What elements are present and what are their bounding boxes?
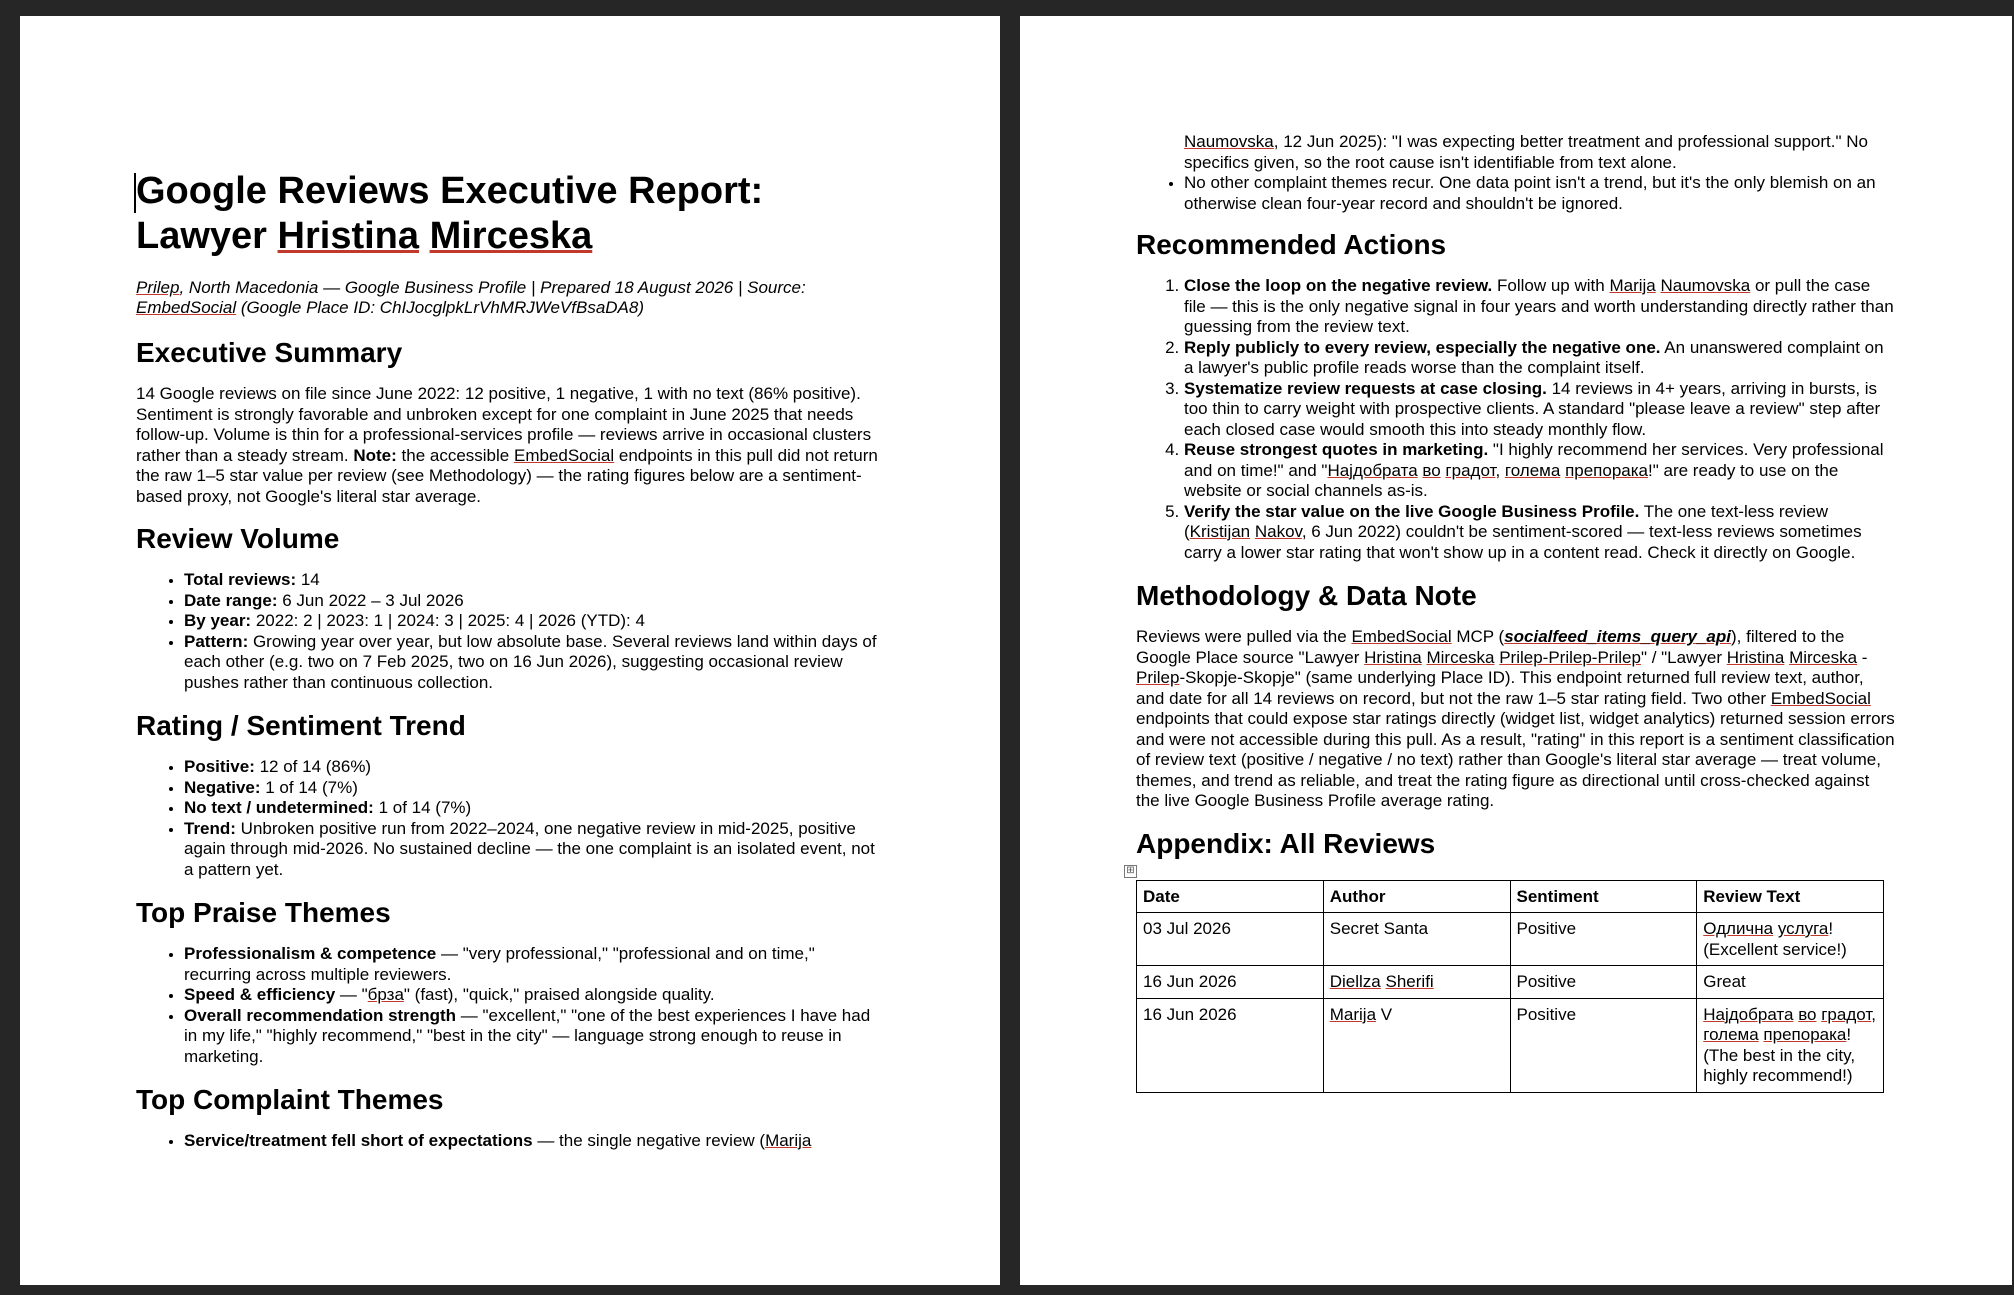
cell-date: 03 Jul 2026 bbox=[1137, 913, 1324, 966]
column-header-author: Author bbox=[1323, 880, 1510, 913]
quote-word: Најдобрата bbox=[1327, 460, 1418, 480]
exec-text-2: the accessible bbox=[396, 445, 514, 465]
cell-date: 16 Jun 2026 bbox=[1137, 998, 1324, 1092]
document-page-1 bbox=[20, 16, 1000, 1285]
list-item bbox=[184, 632, 884, 694]
heading-review-volume: Review Volume bbox=[136, 523, 340, 554]
review-word: голема bbox=[1703, 1025, 1759, 1044]
method-text: " / "Lawyer bbox=[1640, 647, 1727, 667]
report-title bbox=[136, 169, 884, 259]
action-text: 14 reviews in 4+ years, arriving in bursts, is too thin to carry weight with prospective clients. A standard "please leave a review" step after each closed case would smooth this into steady monthly flow. bbox=[1184, 378, 1881, 439]
action-text-post: or pull the case file — this is the only negative signal in four years and worth understanding directly rather than guessing from the review text. bbox=[1184, 276, 1894, 336]
item-label: Service/treatment fell short of expectations bbox=[184, 1131, 533, 1150]
cell-sentiment: Positive bbox=[1510, 966, 1697, 999]
item-label: Positive: bbox=[184, 757, 255, 776]
cell-author bbox=[1323, 998, 1510, 1092]
review-volume-list bbox=[136, 570, 884, 693]
review-word: препорака bbox=[1763, 1025, 1847, 1044]
action-label: Close the loop on the negative review. bbox=[1184, 276, 1493, 295]
heading-recommended-actions: Recommended Actions bbox=[1136, 229, 1447, 260]
reviewer-name: Naumovska bbox=[1184, 132, 1274, 151]
exec-text-3: endpoints in this pull did not return the raw 1–5 star value per review (see Methodology) — the rating figures below are a sentiment-based proxy, not Google's literal star average. bbox=[136, 445, 878, 506]
list-item bbox=[184, 819, 884, 881]
action-text: An unanswered complaint on a lawyer's public profile reads worse than the complaint itself. bbox=[1184, 337, 1884, 377]
item-text-post: " (fast), "quick," praised alongside quality. bbox=[403, 985, 715, 1004]
title-first-name: Hristina bbox=[277, 215, 420, 257]
action-item bbox=[1184, 276, 1896, 338]
item-text: , 12 Jun 2025): "I was expecting better treatment and professional support." No specifics given, so the root cause isn't identifiable from text alone. bbox=[1184, 132, 1868, 172]
title-line-2-prefix: Lawyer bbox=[136, 215, 278, 257]
meta-place: (Google Place ID: ChIJocglpkLrVhMRJWeVfBsaDA8) bbox=[236, 298, 645, 317]
table-row bbox=[1137, 966, 1884, 999]
meta-city: Prilep bbox=[136, 278, 180, 297]
item-text: — "very professional," "professional and on time," recurring across multiple reviewers. bbox=[184, 944, 815, 984]
cell-review-text bbox=[1697, 913, 1884, 966]
quote-word: голема bbox=[1504, 460, 1561, 480]
reviewer-first-name: Marija bbox=[1609, 276, 1656, 295]
method-name: Prilep bbox=[1136, 668, 1180, 687]
review-text-rest: ! (The best in the city, highly recommend!) bbox=[1703, 1025, 1856, 1085]
reviewer-name: Marija bbox=[765, 1131, 812, 1150]
action-text: "I highly recommend her services. Very professional and on time!" and " bbox=[1184, 440, 1884, 480]
exec-text-1: 14 Google reviews on file since June 2022: 12 positive, 1 negative, 1 with no text (86% positive). Sentiment is strongly favorable and unbroken except for one complaint in June 2025 that needs follow-up. Volume is thin for a professional-services profile — reviews arrive in occasional clusters rather than a steady stream. bbox=[136, 384, 872, 465]
action-label: Reply publicly to every review, especially the negative one. bbox=[1184, 337, 1661, 357]
meta-rest: , North Macedonia — Google Business Profile | Prepared 18 August 2026 | Source: bbox=[179, 278, 806, 297]
heading-complaint-themes: Top Complaint Themes bbox=[136, 1084, 444, 1115]
list-item bbox=[184, 757, 884, 778]
action-text: Follow up with bbox=[1492, 276, 1610, 295]
action-item bbox=[1184, 338, 1896, 379]
table-row bbox=[1137, 998, 1884, 1092]
action-label: Verify the star value on the live Google Business Profile. bbox=[1184, 501, 1640, 521]
cell-sentiment: Positive bbox=[1510, 913, 1697, 966]
rating-trend-list bbox=[136, 757, 884, 880]
quote-word: градот bbox=[1445, 460, 1496, 480]
item-text: — the single negative review ( bbox=[532, 1131, 766, 1150]
author-last-name: Sherifi bbox=[1385, 972, 1434, 991]
method-text: Reviews were pulled via the bbox=[1136, 627, 1352, 646]
table-move-handle-icon[interactable]: ⊞ bbox=[1124, 865, 1137, 878]
cell-date: 16 Jun 2026 bbox=[1137, 966, 1324, 999]
column-header-date: Date bbox=[1137, 880, 1324, 913]
cell-author bbox=[1323, 966, 1510, 999]
item-label: Total reviews: bbox=[184, 570, 297, 589]
column-header-review-text: Review Text bbox=[1697, 880, 1884, 913]
list-item bbox=[184, 570, 884, 591]
text-cursor bbox=[134, 173, 136, 213]
method-text: ), filtered to the Google Place source "Lawyer bbox=[1136, 627, 1845, 667]
list-item bbox=[184, 985, 884, 1006]
heading-praise-themes: Top Praise Themes bbox=[136, 897, 391, 928]
list-item bbox=[184, 944, 884, 985]
item-label: By year: bbox=[184, 611, 252, 630]
list-item-continued bbox=[1184, 132, 1896, 173]
action-item: 4. Reuse strongest quotes in marketing. "I highly recommend her services. Very professional and on time!" and "Најдобрата во градот, голема препорака!" are ready to use on the website or social channels as-is. bbox=[1184, 440, 1896, 502]
author-first-name: Diellza bbox=[1329, 972, 1381, 991]
review-text-rest: ! (Excellent service!) bbox=[1703, 919, 1847, 959]
review-word: во bbox=[1798, 1004, 1817, 1024]
method-embedsocial: EmbedSocial bbox=[1351, 627, 1452, 646]
cell-author: Secret Santa bbox=[1323, 913, 1510, 966]
title-last-name: Mirceska bbox=[429, 215, 593, 257]
review-word: Најдобрата bbox=[1703, 1004, 1794, 1024]
item-label: No text / undetermined: bbox=[184, 798, 374, 817]
item-underlined-word: брза bbox=[367, 985, 404, 1004]
column-header-sentiment: Sentiment bbox=[1510, 880, 1697, 913]
action-text-post: , 6 Jun 2022) couldn't be sentiment-scored — text-less reviews sometimes carry a lower star rating that won't show up in a content read. Check it directly on Google. bbox=[1184, 522, 1862, 562]
table-header-row bbox=[1137, 880, 1884, 913]
reviews-table bbox=[1136, 880, 1884, 1093]
action-text: The one text-less review ( bbox=[1184, 501, 1829, 541]
item-label: Trend: bbox=[184, 818, 236, 838]
method-name: Mirceska bbox=[1426, 647, 1495, 667]
list-item bbox=[184, 1006, 884, 1068]
review-word: градот bbox=[1821, 1004, 1872, 1024]
action-item bbox=[1184, 379, 1896, 441]
item-label: Negative: bbox=[184, 777, 261, 797]
reviewer-last-name: Nakov bbox=[1254, 522, 1302, 541]
action-text-post: !" are ready to use on the website or social channels as-is. bbox=[1184, 460, 1839, 500]
list-item: • No other complaint themes recur. One data point isn't a trend, but it's the only blemish on an otherwise clean four-year record and shouldn't be ignored. bbox=[1184, 173, 1896, 214]
method-name: Mirceska bbox=[1789, 647, 1858, 667]
meta-source: EmbedSocial bbox=[136, 298, 237, 317]
heading-executive-summary: Executive Summary bbox=[136, 337, 403, 368]
table-row bbox=[1137, 913, 1884, 966]
method-name: Prilep-Prilep-Prilep bbox=[1499, 647, 1641, 667]
method-name: Hristina bbox=[1726, 647, 1785, 667]
item-text: 14 bbox=[296, 570, 320, 589]
exec-embedsocial: EmbedSocial bbox=[513, 445, 615, 465]
executive-summary-text bbox=[136, 384, 884, 507]
methodology-text bbox=[1136, 627, 1896, 812]
heading-rating-trend: Rating / Sentiment Trend bbox=[136, 710, 466, 741]
item-text: 1 of 14 (7%) bbox=[260, 777, 358, 797]
method-text: -Skopje-Skopje" (same underlying Place ID). This endpoint returned full review text, author, and date for all 14 reviews on record, but not the raw 1–5 star rating field. Two other bbox=[1136, 668, 1864, 708]
report-meta bbox=[136, 278, 884, 318]
list-item bbox=[184, 1131, 884, 1152]
item-text: 2022: 2 | 2023: 1 | 2024: 3 | 2025: 4 | 2026 (YTD): 4 bbox=[251, 611, 645, 630]
action-label: Reuse strongest quotes in marketing. bbox=[1184, 440, 1489, 459]
title-line-1: Google Reviews Executive Report: bbox=[136, 170, 764, 212]
item-text: — "excellent," "one of the best experiences I have had in my life," "highly recommend," "best in the city" — language strong enough to reuse in marketing. bbox=[184, 1005, 871, 1066]
reviewer-first-name: Kristijan bbox=[1189, 522, 1251, 541]
method-text: MCP ( bbox=[1451, 627, 1505, 646]
item-label: Overall recommendation strength bbox=[184, 1005, 457, 1025]
review-word: Одлична bbox=[1703, 919, 1774, 938]
item-label: Speed & efficiency bbox=[184, 985, 336, 1004]
item-text: 12 of 14 (86%) bbox=[254, 757, 372, 776]
complaint-themes-continued bbox=[1136, 132, 1896, 214]
method-text: endpoints that could expose star ratings directly (widget list, widget analytics) returned session errors and were not accessible during this pull. As a result, "rating" in this report is a sentiment classification of review text (positive / negative / no text) rather than Google's literal star average — treat volume, themes, and trend as reliable, and treat the rating figure as directional until cross-checked against the live Google Business Profile average rating. bbox=[1136, 709, 1895, 810]
item-text: Unbroken positive run from 2022–2024, one negative review in mid-2025, positive again through mid-2026. No sustained decline — the one complaint is an isolated event, not a pattern yet. bbox=[184, 818, 875, 879]
review-word: услуга bbox=[1777, 919, 1829, 938]
quote-word: препорака bbox=[1565, 460, 1649, 480]
item-text: — " bbox=[335, 985, 368, 1004]
item-label: Date range: bbox=[184, 590, 278, 610]
quote-word: во bbox=[1422, 460, 1441, 480]
method-name: Hristina bbox=[1364, 647, 1422, 667]
item-label: Professionalism & competence bbox=[184, 944, 437, 963]
cell-sentiment: Positive bbox=[1510, 998, 1697, 1092]
method-api-name: socialfeed_items_query_api bbox=[1504, 627, 1731, 646]
recommended-actions-list bbox=[1136, 276, 1896, 563]
action-label: Systematize review requests at case closing. bbox=[1184, 378, 1547, 398]
complaint-themes-list bbox=[136, 1131, 884, 1152]
item-label: Pattern: bbox=[184, 631, 249, 651]
item-text: Growing year over year, but low absolute base. Several reviews land within days of each other (e.g. two on 7 Feb 2025, two on 16 Jun 2026), suggesting occasional review pushes rather than continuous collection. bbox=[184, 631, 877, 692]
heading-methodology: Methodology & Data Note bbox=[1136, 580, 1477, 611]
method-embedsocial: EmbedSocial bbox=[1770, 688, 1871, 708]
action-item bbox=[1184, 502, 1896, 564]
method-text: - bbox=[1857, 647, 1868, 667]
heading-appendix: Appendix: All Reviews bbox=[1136, 827, 1436, 859]
exec-note-label: Note: bbox=[353, 445, 397, 465]
list-item bbox=[184, 591, 884, 612]
author-rest: V bbox=[1376, 1004, 1393, 1024]
list-item bbox=[184, 798, 884, 819]
document-page-2 bbox=[1020, 16, 2012, 1285]
cell-review-text: Најдобрата во градот, голема препорака! (The best in the city, highly recommend!) bbox=[1697, 998, 1884, 1092]
author-first-name: Marija bbox=[1329, 1004, 1377, 1024]
list-item bbox=[184, 778, 884, 799]
cell-review-text: Great bbox=[1697, 966, 1884, 999]
item-text: 1 of 14 (7%) bbox=[373, 798, 472, 817]
praise-themes-list bbox=[136, 944, 884, 1067]
reviewer-last-name: Naumovska bbox=[1660, 276, 1751, 295]
item-text: 6 Jun 2022 – 3 Jul 2026 bbox=[277, 590, 464, 610]
list-item bbox=[184, 611, 884, 632]
